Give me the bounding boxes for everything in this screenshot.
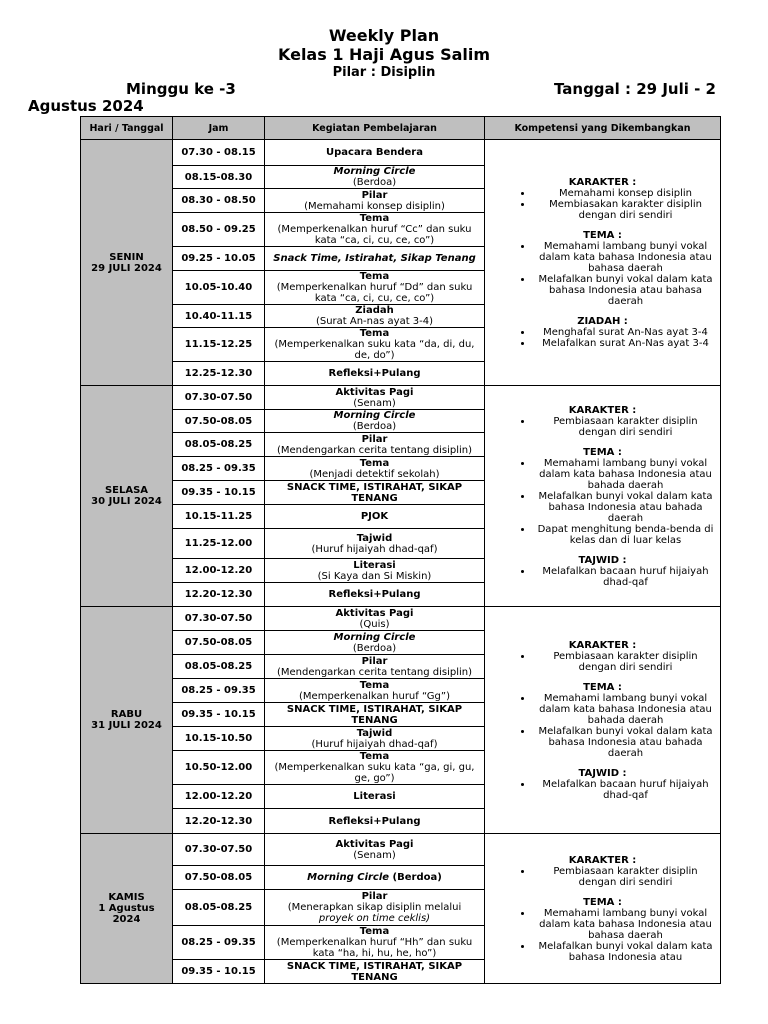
competency-section xyxy=(487,177,718,221)
competency-section xyxy=(487,768,718,801)
weekly-plan-table xyxy=(80,116,721,984)
activity-detail: (Menerapkan sikap disiplin melalui xyxy=(287,902,462,913)
activity-title: Morning Circle xyxy=(333,631,416,643)
col-header-kompetensi: Kompetensi yang Dikembangkan xyxy=(485,117,721,140)
activity-cell xyxy=(265,305,485,328)
list-item: • Melafalkan surat An-Nas ayat 3-4 xyxy=(533,338,718,349)
col-header-kegiatan: Kegiatan Pembelajaran xyxy=(265,117,485,140)
day-name: RABU xyxy=(110,709,143,720)
activity-cell xyxy=(265,583,485,607)
activity-title: Aktivitas Pagi xyxy=(335,838,414,850)
activity-cell xyxy=(265,785,485,809)
class-title: Kelas 1 Haji Agus Salim xyxy=(277,45,491,64)
time-cell: 07.50-08.05 xyxy=(173,631,265,655)
time-cell: 12.00-12.20 xyxy=(173,559,265,583)
activity-cell xyxy=(265,834,485,866)
competency-cell xyxy=(485,140,721,386)
activity-cell xyxy=(265,362,485,386)
time-cell: 08.05-08.25 xyxy=(173,433,265,457)
activity-cell xyxy=(265,866,485,890)
activity-title: Refleksi+Pulang xyxy=(328,589,421,600)
col-header-jam: Jam xyxy=(173,117,265,140)
week-label: Minggu ke -3 xyxy=(126,80,236,98)
col-header-hari: Hari / Tanggal xyxy=(81,117,173,140)
competency-label: TAJWID : xyxy=(578,767,627,779)
activity-detail: (Berdoa) xyxy=(352,642,397,654)
activity-detail: (Memperkenalkan suku kata “da, di, du, de, do”) xyxy=(274,339,475,361)
competency-label: KARAKTER : xyxy=(568,854,637,866)
time-cell: 08.30 - 08.50 xyxy=(173,189,265,213)
activity-cell xyxy=(265,433,485,457)
activity-detail: (Berdoa) xyxy=(352,177,397,188)
day-cell xyxy=(81,834,173,984)
activity-cell xyxy=(265,481,485,505)
activity-title: Refleksi+Pulang xyxy=(328,368,421,379)
competency-label: KARAKTER : xyxy=(568,404,637,416)
time-cell: 07.30-07.50 xyxy=(173,607,265,631)
competency-section xyxy=(487,405,718,438)
activity-cell xyxy=(265,703,485,727)
table-row xyxy=(81,386,721,410)
time-cell: 10.40-11.15 xyxy=(173,305,265,328)
list-item: • Pembiasaan karakter disiplin dengan diri sendiri xyxy=(533,416,718,438)
day-name: SELASA xyxy=(104,485,149,496)
competency-list xyxy=(487,241,718,307)
activity-detail: (Huruf hijaiyah dhad-qaf) xyxy=(311,543,438,555)
time-cell: 08.05-08.25 xyxy=(173,890,265,926)
activity-cell xyxy=(265,505,485,529)
day-name: SENIN xyxy=(109,251,144,263)
activity-cell xyxy=(265,809,485,834)
time-cell: 09.25 - 10.05 xyxy=(173,247,265,271)
day-date: 31 JULI 2024 xyxy=(91,720,162,731)
list-item: • Membiasakan karakter disiplin dengan diri sendiri xyxy=(533,199,718,221)
activity-cell xyxy=(265,890,485,926)
competency-list xyxy=(487,693,718,759)
activity-cell xyxy=(265,751,485,785)
activity-title: Tema xyxy=(359,457,390,469)
list-item: • Dapat menghitung benda-benda di kelas dan di luar kelas xyxy=(533,524,718,546)
activity-cell xyxy=(265,410,485,433)
competency-list xyxy=(487,651,718,673)
activity-detail: (Memperkenalkan huruf “Dd” dan suku kata “ca, ci, cu, ce, co”) xyxy=(276,282,473,304)
activity-cell xyxy=(265,247,485,271)
time-cell: 09.35 - 10.15 xyxy=(173,960,265,984)
activity-detail: (Huruf hijaiyah dhad-qaf) xyxy=(311,738,438,750)
activity-cell xyxy=(265,607,485,631)
activity-cell xyxy=(265,271,485,305)
competency-label: TEMA : xyxy=(583,896,622,908)
competency-section xyxy=(487,897,718,963)
day-cell xyxy=(81,607,173,834)
time-cell: 12.00-12.20 xyxy=(173,785,265,809)
list-item: • Pembiasaan karakter disiplin dengan diri sendiri xyxy=(533,866,718,888)
competency-label: TEMA : xyxy=(583,446,622,458)
list-item: • Memahami lambang bunyi vokal dalam kata bahasa Indonesia atau bahasa daerah xyxy=(533,908,718,941)
list-item: • Melafalkan bunyi vokal dalam kata bahasa Indonesia atau bahasa daerah xyxy=(533,274,718,307)
activity-cell xyxy=(265,529,485,559)
competency-section xyxy=(487,855,718,888)
day-name: KAMIS xyxy=(108,892,145,903)
competency-label: KARAKTER : xyxy=(568,639,637,651)
time-cell: 09.35 - 10.15 xyxy=(173,703,265,727)
time-cell: 08.25 - 09.35 xyxy=(173,457,265,481)
time-cell: 11.15-12.25 xyxy=(173,328,265,362)
competency-section xyxy=(487,682,718,759)
time-cell: 10.15-11.25 xyxy=(173,505,265,529)
activity-cell xyxy=(265,457,485,481)
table-row xyxy=(81,834,721,866)
activity-detail: (Memperkenalkan suku kata “ga, gi, gu, ge, go”) xyxy=(274,762,475,784)
activity-detail: (Senam) xyxy=(353,397,396,409)
date-range-continuation: Agustus 2024 xyxy=(28,97,144,115)
activity-detail: (Menjadi detektif sekolah) xyxy=(309,468,440,480)
list-item: • Melafalkan bacaan huruf hijaiyah dhad-qaf xyxy=(533,566,718,588)
competency-list xyxy=(487,458,718,546)
activity-title: PJOK xyxy=(360,511,389,522)
activity-cell xyxy=(265,140,485,166)
list-item: • Melafalkan bunyi vokal dalam kata bahasa Indonesia atau bahada daerah xyxy=(533,726,718,759)
list-item: • Memahami konsep disiplin xyxy=(533,188,718,199)
activity-title: Morning Circle xyxy=(307,872,390,883)
activity-title: SNACK TIME, ISTIRAHAT, SIKAP TENANG xyxy=(286,703,463,726)
day-date: 29 JULI 2024 xyxy=(91,262,162,274)
activity-detail: (Berdoa) xyxy=(352,421,397,432)
day-cell xyxy=(81,140,173,386)
activity-title: Snack Time, Istirahat, Sikap Tenang xyxy=(273,253,476,264)
activity-title: Pilar xyxy=(361,655,388,667)
competency-list xyxy=(487,188,718,221)
activity-detail: (Memperkenalkan huruf “Hh” dan suku kata “ha, hi, hu, he, ho”) xyxy=(276,937,473,959)
activity-detail: (Memperkenalkan huruf “Cc” dan suku kata “ca, ci, cu, ce, co”) xyxy=(277,224,472,246)
time-cell: 10.05-10.40 xyxy=(173,271,265,305)
time-cell: 09.35 - 10.15 xyxy=(173,481,265,505)
activity-title: Tema xyxy=(359,751,390,762)
activity-detail: (Mendengarkan cerita tentang disiplin) xyxy=(276,666,473,678)
activity-detail: (Si Kaya dan Si Miskin) xyxy=(317,570,432,582)
time-cell: 12.25-12.30 xyxy=(173,362,265,386)
activity-title: Pilar xyxy=(361,433,388,445)
time-cell: 08.25 - 09.35 xyxy=(173,679,265,703)
activity-detail: (Quis) xyxy=(359,618,390,630)
time-cell: 12.20-12.30 xyxy=(173,809,265,834)
activity-title: Literasi xyxy=(353,791,396,802)
activity-cell xyxy=(265,960,485,984)
activity-cell xyxy=(265,679,485,703)
activity-title: SNACK TIME, ISTIRAHAT, SIKAP TENANG xyxy=(286,481,463,504)
competency-list xyxy=(487,866,718,888)
activity-cell xyxy=(265,926,485,960)
activity-cell xyxy=(265,213,485,247)
time-cell: 11.25-12.00 xyxy=(173,529,265,559)
day-date: 1 Agustus 2024 xyxy=(98,903,155,925)
activity-detail: (Memperkenalkan huruf “Gg”) xyxy=(299,690,450,702)
activity-title: Tema xyxy=(359,679,390,691)
date-range-label: Tanggal : 29 Juli - 2 xyxy=(553,80,716,98)
activity-title: Morning Circle xyxy=(333,410,416,421)
table-row xyxy=(81,607,721,631)
activity-cell xyxy=(265,655,485,679)
competency-cell xyxy=(485,386,721,607)
activity-cell xyxy=(265,328,485,362)
time-cell: 07.30-07.50 xyxy=(173,386,265,410)
competency-label: ZIADAH : xyxy=(577,315,628,327)
activity-cell xyxy=(265,727,485,751)
list-item: • Menghafal surat An-Nas ayat 3-4 xyxy=(533,327,718,338)
activity-title: Tema xyxy=(359,926,390,937)
activity-cell xyxy=(265,189,485,213)
list-item: • Melafalkan bunyi vokal dalam kata bahasa Indonesia atau bahada daerah xyxy=(533,491,718,524)
activity-suffix: (Berdoa) xyxy=(389,872,442,883)
activity-title: Tema xyxy=(359,271,390,282)
activity-title: Aktivitas Pagi xyxy=(335,386,414,398)
competency-cell xyxy=(485,834,721,984)
activity-title: Tema xyxy=(359,213,390,224)
activity-cell xyxy=(265,166,485,189)
time-cell: 07.30 - 08.15 xyxy=(173,140,265,166)
competency-label: TEMA : xyxy=(583,229,622,241)
competency-label: TEMA : xyxy=(583,681,622,693)
time-cell: 07.50-08.05 xyxy=(173,866,265,890)
activity-title: Pilar xyxy=(361,891,388,902)
time-cell: 12.20-12.30 xyxy=(173,583,265,607)
page-title: Weekly Plan xyxy=(328,26,440,45)
list-item: • Pembiasaan karakter disiplin dengan diri sendiri xyxy=(533,651,718,673)
competency-list xyxy=(487,416,718,438)
activity-cell xyxy=(265,631,485,655)
day-cell xyxy=(81,386,173,607)
list-item: • Memahami lambang bunyi vokal dalam kata bahasa Indonesia atau bahada daerah xyxy=(533,458,718,491)
activity-title: Tajwid xyxy=(356,532,393,544)
activity-title: Tema xyxy=(359,328,390,339)
list-item: • Memahami lambang bunyi vokal dalam kata bahasa Indonesia atau bahasa daerah xyxy=(533,241,718,274)
activity-title: Upacara Bendera xyxy=(325,147,423,158)
time-cell: 08.50 - 09.25 xyxy=(173,213,265,247)
time-cell: 10.50-12.00 xyxy=(173,751,265,785)
activity-title: Literasi xyxy=(353,559,396,571)
competency-section xyxy=(487,316,718,349)
activity-cell xyxy=(265,559,485,583)
table-row xyxy=(81,140,721,166)
time-cell: 07.50-08.05 xyxy=(173,410,265,433)
list-item: • Memahami lambang bunyi vokal dalam kata bahasa Indonesia atau bahada daerah xyxy=(533,693,718,726)
competency-cell xyxy=(485,607,721,834)
list-item: • Melafalkan bacaan huruf hijaiyah dhad-qaf xyxy=(533,779,718,801)
activity-detail: (Surat An-nas ayat 3-4) xyxy=(315,316,434,327)
activity-title: Pilar xyxy=(361,189,388,201)
activity-title: Ziadah xyxy=(355,305,394,316)
activity-cell xyxy=(265,386,485,410)
activity-title: Morning Circle xyxy=(333,166,416,177)
pilar-subtitle: Pilar : Disiplin xyxy=(332,65,436,80)
time-cell: 07.30-07.50 xyxy=(173,834,265,866)
activity-detail: (Memahami konsep disiplin) xyxy=(304,200,445,212)
activity-title: Tajwid xyxy=(356,727,393,739)
activity-title: SNACK TIME, ISTIRAHAT, SIKAP TENANG xyxy=(286,960,463,983)
list-item: • Melafalkan bunyi vokal dalam kata bahasa Indonesia atau xyxy=(533,941,718,963)
competency-list xyxy=(487,908,718,963)
competency-label: KARAKTER : xyxy=(568,176,637,188)
day-date: 30 JULI 2024 xyxy=(91,496,162,507)
competency-section xyxy=(487,640,718,673)
activity-detail: (Senam) xyxy=(353,849,396,861)
activity-title: Refleksi+Pulang xyxy=(328,815,421,827)
time-cell: 08.15-08.30 xyxy=(173,166,265,189)
competency-section xyxy=(487,447,718,546)
competency-section xyxy=(487,555,718,588)
activity-detail: (Mendengarkan cerita tentang disiplin) xyxy=(276,444,473,456)
competency-section xyxy=(487,230,718,307)
competency-list xyxy=(487,779,718,801)
time-cell: 10.15-10.50 xyxy=(173,727,265,751)
plan-body xyxy=(81,140,721,984)
competency-list xyxy=(487,566,718,588)
competency-label: TAJWID : xyxy=(578,554,627,566)
activity-detail: proyek on time ceklis) xyxy=(318,913,431,924)
time-cell: 08.05-08.25 xyxy=(173,655,265,679)
activity-title: Aktivitas Pagi xyxy=(335,607,414,619)
competency-list xyxy=(487,327,718,349)
time-cell: 08.25 - 09.35 xyxy=(173,926,265,960)
